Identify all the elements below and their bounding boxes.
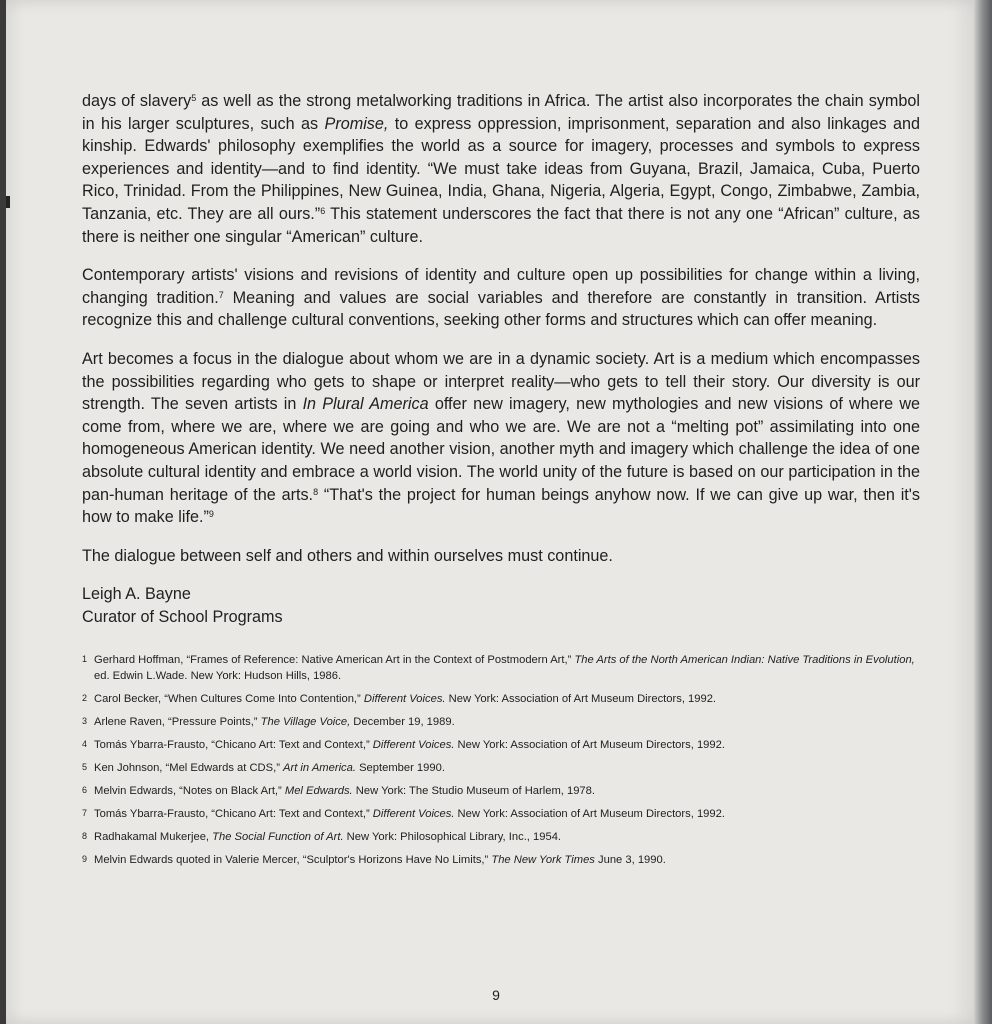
footnote [82, 760, 920, 776]
footnote-number: 5 [82, 762, 88, 773]
footnote [82, 714, 920, 730]
text-run: offer new imagery, new mythologies and new visions of where we come from, where we are, where we are going and who we are. We are not a “melting pot” assimilating into one homogeneous American identity. We need another vision, another myth and imagery which challenge the idea of one absolute cultural identity and embrace a world vision. The world unity of the future is based on our participation in the pan-human heritage of the arts. [82, 395, 921, 504]
text-run: September 1990. [355, 762, 445, 775]
text-run: Meaning and values are social variables and therefore are constantly in transition. Artists recognize this and challenge cultural conventions, seeking other forms and structures which can offer meaning. [82, 288, 920, 330]
footnote-number: 2 [82, 693, 88, 704]
paragraph [82, 90, 920, 248]
text-run: Carol Becker, “When Cultures Come Into Contention,” [94, 693, 364, 706]
paragraph [82, 348, 920, 529]
footnote-number: 3 [82, 716, 88, 727]
italic-title: Mel Edwards. [284, 785, 353, 798]
italic-title: The Social Function of Art. [212, 831, 344, 844]
text-run: December 19, 1989. [350, 716, 455, 729]
text-run: Ken Johnson, “Mel Edwards at CDS,” [94, 762, 284, 775]
italic-title: Art in America. [283, 762, 356, 775]
footnote-text [94, 760, 920, 776]
page-edge [974, 0, 992, 1024]
footnote-text [94, 691, 920, 707]
footnote-number: 6 [82, 785, 88, 796]
text-run: This statement underscores the fact that there is not any one “African” culture, as there is neither one singular “American” culture. [82, 204, 920, 246]
paragraph [82, 545, 920, 568]
footnote [82, 783, 920, 799]
text-run: Art becomes a focus in the dialogue about whom we are in a dynamic society. Art is a medium which encompasses the possibilities regarding who gets to shape or interpret reality—who gets to tell their story. Our diversity is our strength. The seven artists in [82, 349, 920, 414]
footnote-ref: 6 [320, 205, 326, 216]
text-run: Radhakamal Mukerjee, [94, 831, 213, 844]
text-run: to express oppression, imprisonment, separation and also linkages and kinship. Edwards' philosophy exemplifies the world as a source for imagery, processes and symbols to express experiences and identity—and to find identity. “We must take ideas from Guyana, Brazil, Jamaica, Cuba, Puerto Rico, Trinidad. From the Philippines, New Guinea, India, Ghana, Nigeria, Algeria, Egypt, Congo, Zimbabwe, Zambia, Tanzania, etc. They are all ours.” [82, 114, 920, 223]
text-run: Gerhard Hoffman, “Frames of Reference: Native American Art in the Context of Postmodern Art,” [94, 654, 575, 667]
italic-title: Different Voices. [372, 808, 455, 821]
italic-title: Different Voices. [363, 693, 446, 706]
signature-title: Curator of School Programs [82, 607, 283, 626]
footnote-ref: 8 [313, 486, 319, 497]
footnote-text [94, 829, 920, 845]
text-run: New York: Philosophical Library, Inc., 1954. [343, 831, 562, 844]
footnotes [82, 652, 920, 868]
paragraph [82, 264, 920, 332]
footnote [82, 829, 920, 845]
text-run: June 3, 1990. [594, 854, 666, 867]
footnote-text [94, 852, 920, 868]
footnote-number: 4 [82, 739, 88, 750]
text-run: Melvin Edwards, “Notes on Black Art,” [94, 785, 285, 798]
text-run: Arlene Raven, “Pressure Points,” [94, 716, 261, 729]
text-run: “That's the project for human beings anyhow now. If we can give up war, then it's how to make life.” [82, 485, 920, 527]
document-page [6, 0, 974, 1024]
footnote-ref: 7 [218, 289, 224, 300]
text-run: Tomás Ybarra-Frausto, “Chicano Art: Text and Context,” [94, 808, 373, 821]
body-text [82, 90, 920, 567]
italic-title: The New York Times [491, 854, 595, 867]
footnote [82, 691, 920, 707]
footnote-number: 8 [82, 831, 88, 842]
footnote-ref: 5 [191, 93, 197, 103]
italic-title: The Arts of the North American Indian: Native Traditions in Evolution, [574, 654, 915, 667]
italic-title: Different Voices. [372, 739, 455, 752]
footnote-text [94, 714, 920, 730]
italic-title: In Plural America [302, 395, 429, 414]
signature-block [82, 583, 920, 628]
text-run: New York: Association of Art Museum Directors, 1992. [445, 693, 717, 706]
text-run: The dialogue between self and others and within ourselves must continue. [82, 546, 613, 565]
text-run: Melvin Edwards quoted in Valerie Mercer, “Sculptor's Horizons Have No Limits,” [94, 854, 492, 867]
text-run: New York: The Studio Museum of Harlem, 1978. [352, 785, 595, 798]
italic-title: Promise, [324, 114, 389, 133]
text-run: ed. Edwin L.Wade. New York: Hudson Hills, 1986. [94, 670, 342, 683]
italic-title: The Village Voice, [260, 716, 351, 729]
footnote-text [94, 652, 920, 684]
page-content [82, 90, 920, 875]
footnote-number: 9 [82, 854, 88, 865]
footnote-number: 1 [82, 654, 88, 665]
footnote [82, 737, 920, 753]
text-run: Tomás Ybarra-Frausto, “Chicano Art: Text and Context,” [94, 739, 373, 752]
footnote [82, 852, 920, 868]
page-number: 9 [492, 987, 500, 1003]
text-run: New York: Association of Art Museum Directors, 1992. [454, 808, 725, 821]
footnote-text [94, 737, 920, 753]
signature-name: Leigh A. Bayne [82, 585, 191, 604]
binding-mark [6, 196, 10, 208]
text-run: New York: Association of Art Museum Directors, 1992. [454, 739, 725, 752]
footnote-number: 7 [82, 808, 88, 819]
footnote-text [94, 806, 920, 822]
footnote [82, 806, 920, 822]
footnote-text [94, 783, 920, 799]
text-run: days of slavery [82, 92, 192, 110]
footnote [82, 652, 920, 684]
footnote-ref: 9 [208, 509, 214, 520]
text-run: Contemporary artists' visions and revisions of identity and culture open up possibilities for change within a living, changing tradition. [82, 266, 920, 307]
text-run: as well as the strong metalworking traditions in Africa. The artist also incorporates the chain symbol in his larger sculptures, such as [82, 92, 920, 133]
